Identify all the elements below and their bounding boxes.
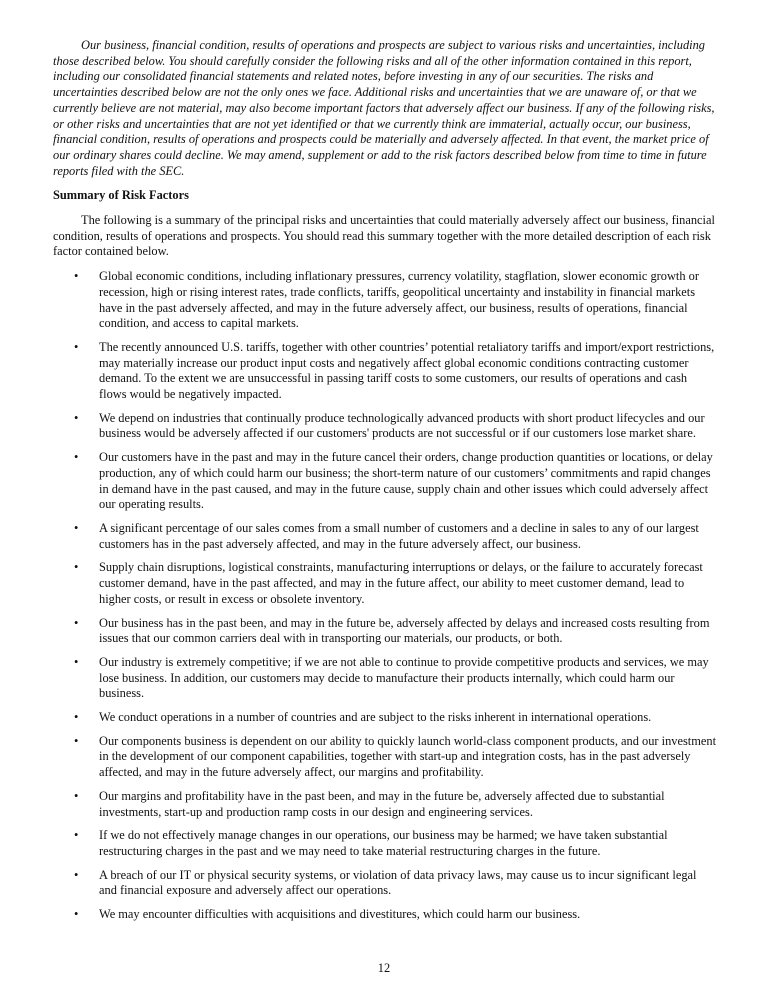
risk-factor-text: Our margins and profitability have in the past been, and may in the future be, adversely affected due to substantial investments, start-up and production ramp costs in our design and engineering services. <box>99 788 665 819</box>
risk-factor-text: Global economic conditions, including inflationary pressures, currency volatility, stagflation, slower economic growth or recession, high or rising interest rates, trade conflicts, tariffs, geopolitical uncertainty and instability in financial markets have in the past adversely affected, and may in the future adversely affect, our business, results of operations, financial condition, and access to capital markets. <box>99 269 699 331</box>
risk-factor-text: We depend on industries that continually produce technologically advanced products with short product lifecycles and our business would be adversely affected if our customers' products are not successful or if our customers lose market share. <box>99 410 705 441</box>
risk-factor-item <box>53 450 716 513</box>
risk-factor-text: Our business has in the past been, and may in the future be, adversely affected by delays and increased costs resulting from issues that our common carriers deal with in transporting our materials, our products, or both. <box>99 615 710 646</box>
bullet-icon: • <box>74 867 79 882</box>
risk-factor-item <box>53 789 716 820</box>
risk-factor-text: A breach of our IT or physical security systems, or violation of data privacy laws, may cause us to incur significant legal and financial exposure and adversely affect our operations. <box>99 867 697 898</box>
risk-factor-item <box>53 868 716 899</box>
bullet-icon: • <box>74 654 79 669</box>
bullet-icon: • <box>74 828 79 843</box>
risk-factor-item <box>53 521 716 552</box>
bullet-icon: • <box>74 450 79 465</box>
risk-factor-text: Our industry is extremely competitive; if we are not able to continue to provide competitive products and services, we may lose business. In addition, our customers may decide to manufacture their products internally, which could harm our business. <box>99 654 709 701</box>
section-heading: Summary of Risk Factors <box>53 188 189 203</box>
risk-factor-item <box>53 616 716 647</box>
bullet-icon: • <box>74 907 79 922</box>
page-number: 12 <box>377 961 391 975</box>
bullet-icon: • <box>74 710 79 725</box>
bullet-icon: • <box>74 788 79 803</box>
risk-factor-list <box>53 269 716 923</box>
risk-factor-item <box>53 655 716 702</box>
bullet-icon: • <box>74 520 79 535</box>
risk-factor-item <box>53 269 716 332</box>
risk-factor-item <box>53 560 716 607</box>
bullet-icon: • <box>74 615 79 630</box>
bullet-icon: • <box>74 269 79 284</box>
risk-factor-item <box>53 340 716 403</box>
risk-factor-item <box>53 710 716 726</box>
risk-factor-text: Our components business is dependent on our ability to quickly launch world-class component products, and our investment in the development of our component capabilities, together with start-up and integration costs, has in the past adversely affected, and may in the future adversely affect, our margins and profitability. <box>99 733 717 780</box>
risk-factor-item <box>53 828 716 859</box>
document-page <box>53 38 716 931</box>
risk-factor-text: We conduct operations in a number of countries and are subject to the risks inherent in international operations. <box>99 710 652 725</box>
risk-factor-text: We may encounter difficulties with acquisitions and divestitures, which could harm our business. <box>99 907 581 922</box>
risk-factor-item <box>53 907 716 923</box>
risk-factor-text: If we do not effectively manage changes in our operations, our business may be harmed; we have taken substantial restructuring charges in the past and we may need to take material restructuring charges in the future. <box>99 828 668 858</box>
intro-paragraph: Our business, financial condition, results of operations and prospects are subject to various risks and uncertainties, including those described below. You should carefully consider the following risks and all of the other information contained in this report, including our consolidated financial statements and related notes, before investing in any of our securities. The risks and uncertainties described below are not the only ones we face. Additional risks and uncertainties that we are unaware of, or that we currently believe are not material, may also become important factors that adversely affect our business. If any of the following risks, or other risks and uncertainties that are not yet identified or that we currently think are immaterial, actually occur, our business, financial condition, results of operations and prospects could be materially and adversely affected. In that event, the market price of our ordinary shares could decline. We may amend, supplement or add to the risk factors described below from time to time in future reports filed with the SEC. <box>53 38 715 178</box>
risk-factor-text: The recently announced U.S. tariffs, together with other countries’ potential retaliatory tariffs and import/export restrictions, may materially increase our product input costs and negatively affect global economic conditions contracting customer demand. To the extent we are unsuccessful in passing tariff costs to some customers, our results of operations and cash flows would be negatively impacted. <box>99 339 715 402</box>
risk-factor-text: Supply chain disruptions, logistical constraints, manufacturing interruptions or delays, or the failure to accurately forecast customer demand, have in the past affected, and may in the future affect, our ability to meet customer demand, lead to higher costs, or result in excess or obsolete inventory. <box>99 560 703 606</box>
bullet-icon: • <box>74 410 79 425</box>
risk-factor-text: Our customers have in the past and may in the future cancel their orders, change production quantities or locations, or delay production, any of which could harm our business; the short-term nature of our customers’ commitments and rapid changes in demand have in the past caused, and may in the future cause, supply chain and other issues which could adversely affect our operating results. <box>99 450 713 512</box>
risk-factor-item <box>53 411 716 442</box>
risk-factor-item <box>53 734 716 781</box>
risk-factor-text: A significant percentage of our sales comes from a small number of customers and a decline in sales to any of our largest customers has in the past adversely affected, and may in the future adversely affect, our business. <box>99 520 699 551</box>
summary-paragraph: The following is a summary of the principal risks and uncertainties that could materially adversely affect our business, financial condition, results of operations and prospects. You should read this summary together with the more detailed description of each risk factor contained below. <box>53 213 715 259</box>
bullet-icon: • <box>74 339 79 354</box>
bullet-icon: • <box>74 733 79 748</box>
bullet-icon: • <box>74 560 79 575</box>
